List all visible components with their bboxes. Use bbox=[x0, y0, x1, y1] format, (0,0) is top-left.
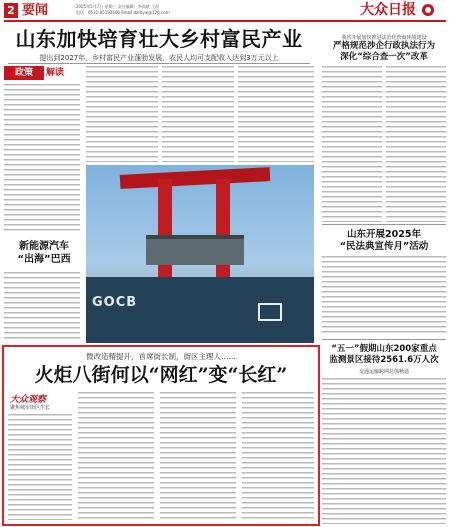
article-body-text bbox=[8, 414, 72, 520]
policy-tag-right: 解读 bbox=[46, 68, 65, 78]
right-story2-headline-line1: 山东开展2025年 bbox=[347, 229, 421, 240]
side-story-headline-line1: 新能源汽车 bbox=[19, 241, 69, 252]
right-story3-headline-line1: “五一”假期山东200家重点 bbox=[331, 344, 437, 354]
right-story2-headline bbox=[322, 229, 446, 253]
top-story-subheadline: 提出到2027年，乡村富民产业蓬勃发展，农民人均可支配收入达到3万元以上 bbox=[39, 54, 279, 62]
section-title: 要闻 bbox=[22, 3, 49, 18]
article-body-text bbox=[86, 66, 158, 162]
article-body-text bbox=[4, 84, 80, 234]
right-story3-subheadline: 交通运输跨网总体畅通 bbox=[358, 369, 409, 375]
article-body-text bbox=[322, 378, 446, 524]
right-story2-headline-line2: “民法典宣传月”活动 bbox=[339, 241, 429, 252]
article-body-text bbox=[4, 272, 80, 342]
ship-mark bbox=[258, 303, 282, 321]
masthead-info-line2: 电话：0531-85193600 Email:dzrbyw@126.com bbox=[76, 10, 170, 15]
feature-badge: 大众观察 bbox=[10, 395, 47, 405]
feature-headline: 火炬八街何以“网红”变“长红” bbox=[34, 364, 288, 386]
masthead bbox=[4, 3, 446, 19]
right-story3-headline bbox=[322, 344, 446, 366]
ship-lettering: GOCB bbox=[92, 295, 138, 310]
feature-subheadline: 微改造精提升，首席街长制，街区主理人…… bbox=[86, 352, 236, 361]
top-story-headline: 山东加快培育壮大乡村富民产业 bbox=[15, 27, 303, 51]
right-story1-headline-line2: 深化“综合查一次”改革 bbox=[340, 52, 428, 62]
right-story1-headline bbox=[322, 41, 446, 63]
newspaper-logo: 大众日报 bbox=[360, 2, 416, 18]
policy-tag-left: 政策 bbox=[4, 66, 44, 80]
article-body-text bbox=[322, 256, 446, 336]
divider bbox=[8, 63, 310, 64]
side-story-headline-line2: “出海”巴西 bbox=[17, 254, 71, 265]
masthead-info bbox=[76, 4, 246, 16]
article-body-text bbox=[78, 392, 154, 520]
article-body-text bbox=[238, 66, 314, 162]
article-body-text bbox=[386, 66, 446, 222]
article-body-text bbox=[160, 392, 236, 520]
divider bbox=[322, 339, 446, 340]
article-body-text bbox=[242, 392, 314, 520]
masthead-info-line1: 2025年5月7日 星期三 责任编辑：李尚斌 王晨 bbox=[76, 4, 160, 9]
crane-arm bbox=[120, 167, 271, 189]
feature-badge-subtitle: 聚焦城市街区生长 bbox=[10, 405, 51, 411]
page-number: 2 bbox=[4, 3, 18, 18]
side-story-headline bbox=[6, 240, 82, 266]
policy-tag bbox=[4, 66, 80, 80]
masthead-rule bbox=[4, 20, 446, 22]
right-story1-headline-line1: 严格规范涉企行政执法行为 bbox=[332, 41, 435, 51]
right-story1-kicker: 我省开展加快推进法治化营商环境建设 bbox=[341, 35, 427, 41]
article-body-text bbox=[162, 66, 234, 162]
logo-seal-icon bbox=[422, 4, 434, 16]
divider bbox=[322, 224, 446, 225]
article-body-text bbox=[322, 66, 382, 222]
right-story3-headline-line2: 监测景区接待2561.6万人次 bbox=[329, 355, 439, 365]
port-crane-photo bbox=[86, 165, 314, 343]
crane-cargo bbox=[146, 235, 244, 265]
